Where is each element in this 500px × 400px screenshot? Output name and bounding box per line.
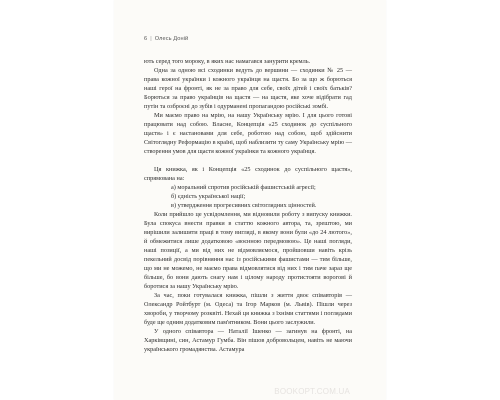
- paragraph: ють серед того мороку, в яких нас намагався занурити кремль.: [144, 58, 311, 65]
- paragraph: Коли прийшло це усвідомлення, ми відновили роботу з випуску книжки. Була спокуса внести правки в статтю кожного автора, та, зрештою, ми вирішили залишити праці в тому вигляді, в якому вони були «до 24 лютого», й обмежитися лише додатковою «воєнною передмовою». Це наші погляди, наші позиції, а ми від них не відмовляємося, пройшовши навіть крізь пекельний досвід порівняння нас із російськими фашистами — тим більше, що ми не можемо, не маємо права відмовлятися від них і тим паче зараз ще більше, бо вони дають снагу нам і цілому народу протистояти ворогові й боротися за нашу Українську мрію.: [144, 211, 352, 290]
- body-text: [144, 57, 352, 354]
- author-name: Олесь Доній: [154, 36, 189, 42]
- list-item: а) моральний спротив російській фашистській агресії;: [171, 184, 316, 191]
- paragraph: Ми маємо право на мрію, на нашу Українську мрію. І для цього готові працювати над собою. Власне, Концепція «25 сходинок до суспільного щастя» і є настановами для себе, роботою над собою, щоб здійснити Світоглядну Реформацію в країні, щоб наблизити ту саму Українську мрію — створення умов для щастя кожної українки та кожного українця.: [144, 112, 352, 155]
- header-separator: |: [150, 36, 152, 42]
- page-number: 6: [144, 36, 148, 42]
- paragraph: Одна за одною всі сходинки ведуть до вершини — сходинки № 25 — права кожної українки і кожного українця на щастя. Бо за що ж борються наші герої на фронті, як не за право для себе, своїх дітей і своїх батьків? Борються за право українців на щастя — на щастя, яке хоче відібрати гад путін та озброєні до зубів і одурманені пропагандою російські зомбі.: [144, 67, 352, 110]
- paragraph: У одного співавтора — Наталії Ішенко — загинув на фронті, на Харківщині, син, Астамур Гумба. Він пішов добровольцем, навіть не маючи українського громадянства. Астамура: [144, 328, 352, 353]
- list-item: б) єдність української нації;: [171, 193, 246, 200]
- list-item: в) утвердження прогресивних світоглядних цінностей.: [171, 202, 317, 209]
- running-head: [144, 36, 188, 42]
- paragraph: За час, поки готувалася книжка, пішли з життя двоє співавторів — Олександр Ройтбурт (м. Одеса) та Ігор Марков (м. Львів). Пішли через хвороби, у творчому розквіті. Нехай ця книжка з їхніми статтями і поглядами буде ще одним додатковим пам'ятником. Вони цього заслужили.: [144, 292, 352, 326]
- paragraph: Ця книжка, як і Концепція «25 сходинок до суспільного щастя», спрямована на:: [144, 166, 352, 182]
- watermark: BOOKOPT.COM.UA: [274, 387, 350, 396]
